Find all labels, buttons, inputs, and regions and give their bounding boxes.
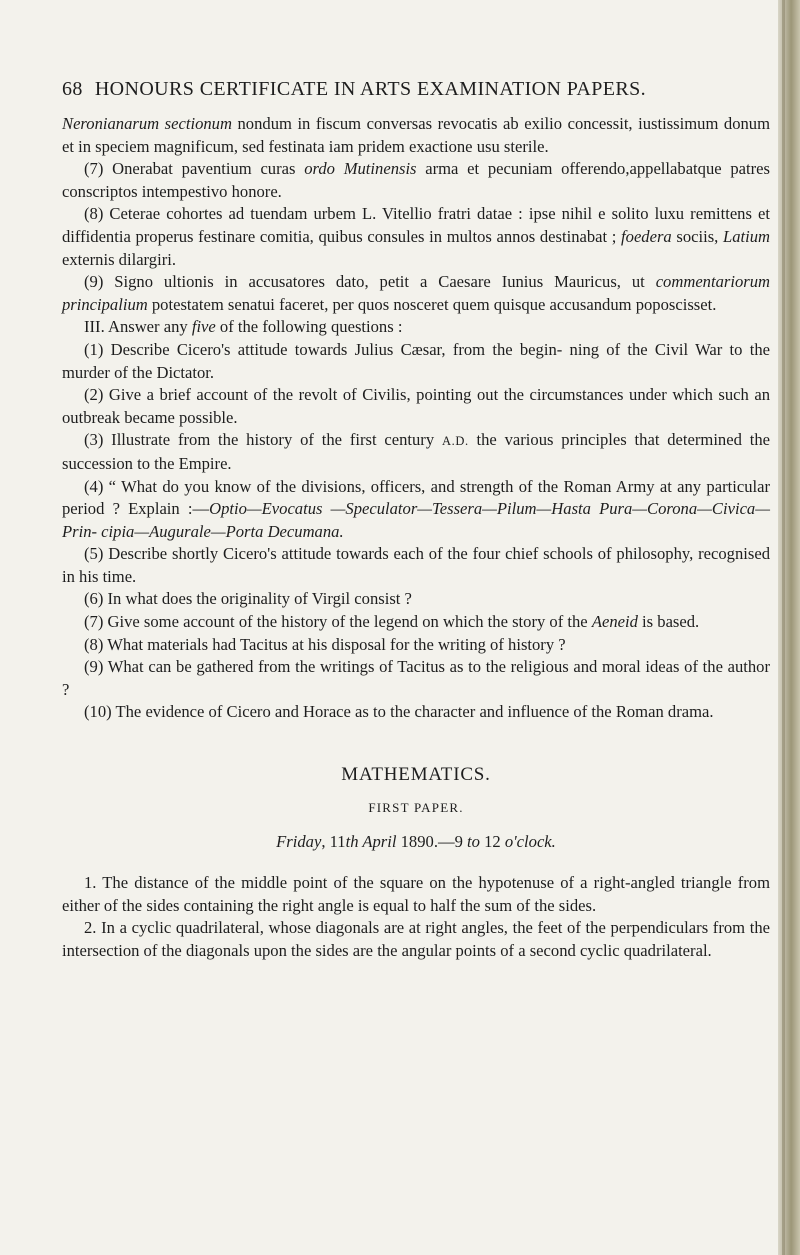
question-2: (2) Give a brief account of the revolt of Civilis, pointing out the circumstances under which such an outbreak became possible. [62,385,770,427]
mathematics-heading: MATHEMATICS. [341,764,491,786]
math-question-2: 2. In a cyclic quadrilateral, whose diagonals are at right angles, the feet of the perpendiculars from the intersection of the diagonals upon the sides are the angular points of a second cyclic quadrilateral. [62,918,770,960]
question-8: (8) What materials had Tacitus at his disposal for the writing of history ? [84,634,566,654]
question-9: (9) What can be gathered from the writings of Tacitus as to the religious and moral ideas of the author ? [62,657,770,699]
math-question-1: 1. The distance of the middle point of the square on the hypotenuse of a right-angled triangle from either of the sides containing the right angle is equal to half the sum of the sides. [62,873,770,915]
latin-passage-9: (9) Signo ultionis in accusatores dato, petit a Caesare Iunius Mauricus, ut commentariorum principalium potestatem senatui faceret, per quos nosceret quem quisque accusandum poposcisset. [62,272,770,314]
running-head [62,78,770,101]
exam-dateline: Friday, 11th April 1890.—9 to 12 o'clock. [276,832,556,852]
question-10: (10) The evidence of Cicero and Horace as to the character and influence of the Roman drama. [84,702,714,722]
page-edge-shadow [778,0,800,1255]
paper-subtitle: FIRST PAPER. [368,800,464,816]
question-7: (7) Give some account of the history of the legend on which the story of the Aeneid is based. [84,612,700,632]
question-5: (5) Describe shortly Cicero's attitude towards each of the four chief schools of philosophy, recognised in his time. [62,544,770,586]
page-number: 68 [62,78,83,100]
latin-passage-8: (8) Ceterae cohortes ad tuendam urbem L. Vitellio fratri datae : ipse nihil e solito luxu remittens et diffidentia properus festinare comitia, quibus consules in multos annos destinabat ; foedera sociis, Latium externis dilargiri. [62,204,770,269]
latin-passage-7: (7) Onerabat paventium curas ordo Mutinensis arma et pecuniam offerendo,appellabatque patres conscriptos intempestivo honore. [62,159,770,201]
latin-passage-continuation: Neronianarum sectionum nondum in fiscum conversas revocatis ab exilio concessit, iustissimum donum et in speciem magnificum, sed festinata iam pridem exactione usu sterile. [62,114,770,156]
running-head-title: HONOURS CERTIFICATE IN ARTS EXAMINATION PAPERS. [94,78,647,100]
page-content [62,64,770,962]
question-3: (3) Illustrate from the history of the first century A.D. the various principles that determined the succession to the Empire. [62,430,770,473]
question-4: (4) “ What do you know of the divisions, officers, and strength of the Roman Army at any particular period ? Explain :—Optio—Evocatus —Speculator—Tessera—Pilum—Hasta Pura—Corona—Civica—Prin- cipia—Augurale—Porta Decumana. [62,476,770,541]
question-6: (6) In what does the originality of Virgil consist ? [84,589,412,609]
section-3-instructions: III. Answer any five of the following questions : [84,317,403,337]
question-1: (1) Describe Cicero's attitude towards Julius Cæsar, from the begin- ning of the Civil War to the murder of the Dictator. [62,339,770,382]
